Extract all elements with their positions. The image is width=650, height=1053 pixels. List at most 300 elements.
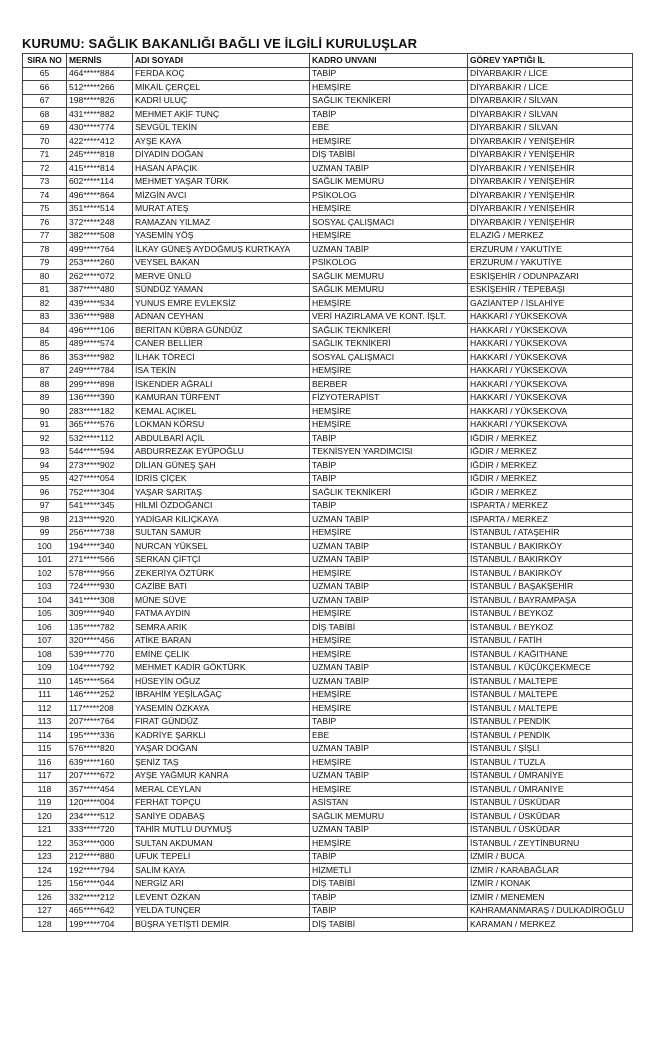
cell-gorev-yaptigi-il: HAKKARİ / YÜKSEKOVA [468,351,633,365]
cell-mernis: 512*****266 [67,81,133,95]
cell-kadro-unvani: HEMŞİRE [310,648,468,662]
cell-mernis: 156*****044 [67,877,133,891]
cell-adi-soyadi: KEMAL AÇIKEL [133,405,310,419]
cell-kadro-unvani: DİŞ TABİBİ [310,148,468,162]
cell-mernis: 353*****000 [67,837,133,851]
table-row [23,364,633,378]
table-row [23,526,633,540]
cell-gorev-yaptigi-il: İSTANBUL / ÜSKÜDAR [468,823,633,837]
cell-sira-no: 91 [23,418,67,432]
table-row [23,337,633,351]
cell-mernis: 365*****576 [67,418,133,432]
cell-kadro-unvani: UZMAN TABİP [310,742,468,756]
table-row [23,891,633,905]
cell-sira-no: 100 [23,540,67,554]
cell-gorev-yaptigi-il: İSTANBUL / MALTEPE [468,675,633,689]
cell-mernis: 332*****212 [67,891,133,905]
cell-adi-soyadi: ŞENİZ TAŞ [133,756,310,770]
cell-adi-soyadi: DİYADİN DOĞAN [133,148,310,162]
cell-kadro-unvani: UZMAN TABİP [310,769,468,783]
table-row [23,445,633,459]
table-row [23,391,633,405]
cell-kadro-unvani: TABİP [310,108,468,122]
cell-kadro-unvani: SAĞLIK TEKNİKERİ [310,94,468,108]
cell-adi-soyadi: SERKAN ÇİFTÇİ [133,553,310,567]
cell-adi-soyadi: MİZGİN AVCI [133,189,310,203]
cell-kadro-unvani: UZMAN TABİP [310,661,468,675]
cell-gorev-yaptigi-il: DİYARBAKIR / SİLVAN [468,121,633,135]
cell-kadro-unvani: TABİP [310,67,468,81]
cell-kadro-unvani: BERBER [310,378,468,392]
cell-gorev-yaptigi-il: DİYARBAKIR / YENİŞEHİR [468,216,633,230]
cell-adi-soyadi: FATMA AYDIN [133,607,310,621]
cell-kadro-unvani: TABİP [310,850,468,864]
cell-gorev-yaptigi-il: DİYARBAKIR / YENİŞEHİR [468,135,633,149]
cell-gorev-yaptigi-il: HAKKARİ / YÜKSEKOVA [468,364,633,378]
table-row [23,796,633,810]
cell-gorev-yaptigi-il: İSTANBUL / BAKIRKÖY [468,540,633,554]
cell-mernis: 320*****456 [67,634,133,648]
cell-kadro-unvani: HEMŞİRE [310,405,468,419]
cell-kadro-unvani: HEMŞİRE [310,702,468,716]
cell-gorev-yaptigi-il: İZMİR / KARABAĞLAR [468,864,633,878]
cell-kadro-unvani: SAĞLIK MEMURU [310,175,468,189]
cell-sira-no: 79 [23,256,67,270]
table-row [23,216,633,230]
cell-adi-soyadi: İLKAY GÜNEŞ AYDOĞMUŞ KURTKAYA [133,243,310,257]
header-sira-no: SIRA NO [23,54,67,68]
table-row [23,324,633,338]
cell-gorev-yaptigi-il: DİYARBAKIR / LİCE [468,67,633,81]
cell-mernis: 207*****764 [67,715,133,729]
cell-mernis: 256*****738 [67,526,133,540]
cell-adi-soyadi: İLHAK TÖRECİ [133,351,310,365]
cell-gorev-yaptigi-il: DİYARBAKIR / SİLVAN [468,94,633,108]
cell-mernis: 117*****208 [67,702,133,716]
cell-sira-no: 66 [23,81,67,95]
cell-adi-soyadi: SULTAN SAMUR [133,526,310,540]
cell-adi-soyadi: MEHMET AKİF TUNÇ [133,108,310,122]
cell-adi-soyadi: SULTAN AKDUMAN [133,837,310,851]
cell-gorev-yaptigi-il: İSTANBUL / FATİH [468,634,633,648]
cell-gorev-yaptigi-il: İSTANBUL / BAKIRKÖY [468,567,633,581]
cell-adi-soyadi: YADİGAR KILIÇKAYA [133,513,310,527]
cell-gorev-yaptigi-il: ISPARTA / MERKEZ [468,499,633,513]
cell-sira-no: 82 [23,297,67,311]
table-row [23,81,633,95]
cell-gorev-yaptigi-il: İSTANBUL / ŞİŞLİ [468,742,633,756]
cell-gorev-yaptigi-il: İSTANBUL / MALTEPE [468,702,633,716]
cell-sira-no: 70 [23,135,67,149]
table-row [23,351,633,365]
table-row [23,135,633,149]
cell-gorev-yaptigi-il: KARAMAN / MERKEZ [468,918,633,932]
cell-kadro-unvani: SAĞLIK MEMURU [310,270,468,284]
cell-gorev-yaptigi-il: HAKKARİ / YÜKSEKOVA [468,405,633,419]
cell-mernis: 299*****898 [67,378,133,392]
cell-mernis: 146*****252 [67,688,133,702]
table-row [23,540,633,554]
cell-gorev-yaptigi-il: IĞDIR / MERKEZ [468,459,633,473]
cell-sira-no: 87 [23,364,67,378]
cell-kadro-unvani: HEMŞİRE [310,81,468,95]
cell-gorev-yaptigi-il: GAZİANTEP / İSLAHİYE [468,297,633,311]
cell-mernis: 271*****566 [67,553,133,567]
cell-sira-no: 88 [23,378,67,392]
cell-sira-no: 83 [23,310,67,324]
cell-mernis: 194*****340 [67,540,133,554]
table-row [23,432,633,446]
cell-mernis: 439*****534 [67,297,133,311]
staff-table [22,53,633,932]
cell-gorev-yaptigi-il: IĞDIR / MERKEZ [468,432,633,446]
cell-mernis: 253*****260 [67,256,133,270]
cell-adi-soyadi: MERVE ÜNLÜ [133,270,310,284]
table-row [23,864,633,878]
cell-sira-no: 107 [23,634,67,648]
cell-gorev-yaptigi-il: İSTANBUL / KÜÇÜKÇEKMECE [468,661,633,675]
cell-mernis: 382*****508 [67,229,133,243]
cell-sira-no: 96 [23,486,67,500]
cell-adi-soyadi: MERAL CEYLAN [133,783,310,797]
cell-gorev-yaptigi-il: İSTANBUL / ÜMRANİYE [468,769,633,783]
table-row [23,918,633,932]
cell-sira-no: 76 [23,216,67,230]
cell-kadro-unvani: HEMŞİRE [310,526,468,540]
cell-kadro-unvani: DİŞ TABİBİ [310,918,468,932]
cell-gorev-yaptigi-il: İSTANBUL / BEYKOZ [468,621,633,635]
cell-adi-soyadi: MURAT ATEŞ [133,202,310,216]
cell-adi-soyadi: AYŞE YAĞMUR KANRA [133,769,310,783]
cell-adi-soyadi: ABDULBARİ AÇİL [133,432,310,446]
cell-adi-soyadi: KADRİYE ŞARKLI [133,729,310,743]
table-row [23,634,633,648]
table-row [23,108,633,122]
cell-kadro-unvani: TABİP [310,715,468,729]
cell-sira-no: 105 [23,607,67,621]
cell-sira-no: 111 [23,688,67,702]
cell-sira-no: 117 [23,769,67,783]
cell-kadro-unvani: ASİSTAN [310,796,468,810]
cell-mernis: 192*****794 [67,864,133,878]
cell-sira-no: 114 [23,729,67,743]
table-row [23,283,633,297]
cell-adi-soyadi: RAMAZAN YILMAZ [133,216,310,230]
table-row [23,675,633,689]
header-adi-soyadi: ADI SOYADI [133,54,310,68]
table-row [23,162,633,176]
cell-kadro-unvani: FİZYOTERAPİST [310,391,468,405]
page-title: KURUMU: SAĞLIK BAKANLIĞI BAĞLI VE İLGİLİ KURULUŞLAR [22,36,418,51]
cell-adi-soyadi: FIRAT GÜNDÜZ [133,715,310,729]
cell-mernis: 496*****106 [67,324,133,338]
table-row [23,877,633,891]
table-row [23,499,633,513]
cell-gorev-yaptigi-il: DİYARBAKIR / SİLVAN [468,108,633,122]
cell-kadro-unvani: HEMŞİRE [310,202,468,216]
cell-gorev-yaptigi-il: İSTANBUL / KAĞITHANE [468,648,633,662]
cell-sira-no: 124 [23,864,67,878]
cell-mernis: 357*****454 [67,783,133,797]
cell-adi-soyadi: MEHMET KADİR GÖKTÜRK [133,661,310,675]
cell-sira-no: 72 [23,162,67,176]
cell-sira-no: 65 [23,67,67,81]
table-row [23,378,633,392]
cell-kadro-unvani: UZMAN TABİP [310,580,468,594]
cell-kadro-unvani: PSİKOLOG [310,256,468,270]
cell-mernis: 309*****940 [67,607,133,621]
cell-kadro-unvani: SAĞLIK TEKNİKERİ [310,324,468,338]
cell-kadro-unvani: DİŞ TABİBİ [310,877,468,891]
table-row [23,459,633,473]
cell-adi-soyadi: FERDA KOÇ [133,67,310,81]
table-row [23,418,633,432]
cell-kadro-unvani: TABİP [310,904,468,918]
cell-gorev-yaptigi-il: İSTANBUL / TUZLA [468,756,633,770]
table-row [23,607,633,621]
cell-sira-no: 67 [23,94,67,108]
cell-sira-no: 73 [23,175,67,189]
cell-mernis: 387*****480 [67,283,133,297]
table-row [23,702,633,716]
cell-sira-no: 113 [23,715,67,729]
table-row [23,567,633,581]
cell-sira-no: 86 [23,351,67,365]
cell-adi-soyadi: MÜNE SÜVE [133,594,310,608]
cell-gorev-yaptigi-il: HAKKARİ / YÜKSEKOVA [468,378,633,392]
cell-adi-soyadi: NERGİZ ARI [133,877,310,891]
cell-adi-soyadi: İSA TEKİN [133,364,310,378]
cell-sira-no: 98 [23,513,67,527]
cell-sira-no: 104 [23,594,67,608]
table-row [23,202,633,216]
cell-gorev-yaptigi-il: İZMİR / MENEMEN [468,891,633,905]
cell-kadro-unvani: EBE [310,121,468,135]
cell-sira-no: 89 [23,391,67,405]
cell-kadro-unvani: TABİP [310,499,468,513]
cell-mernis: 353*****982 [67,351,133,365]
cell-sira-no: 123 [23,850,67,864]
table-row [23,621,633,635]
cell-kadro-unvani: VERİ HAZIRLAMA VE KONT. İŞLT. [310,310,468,324]
table-row [23,769,633,783]
cell-kadro-unvani: HEMŞİRE [310,297,468,311]
cell-gorev-yaptigi-il: İSTANBUL / BEYKOZ [468,607,633,621]
cell-mernis: 283*****182 [67,405,133,419]
cell-adi-soyadi: MİKAİL ÇERÇEL [133,81,310,95]
cell-gorev-yaptigi-il: IĞDIR / MERKEZ [468,445,633,459]
cell-sira-no: 102 [23,567,67,581]
cell-adi-soyadi: CANER BELLİER [133,337,310,351]
cell-sira-no: 120 [23,810,67,824]
cell-sira-no: 94 [23,459,67,473]
cell-sira-no: 112 [23,702,67,716]
cell-kadro-unvani: UZMAN TABİP [310,675,468,689]
cell-adi-soyadi: BÜŞRA YETİŞTİ DEMİR [133,918,310,932]
cell-sira-no: 81 [23,283,67,297]
cell-adi-soyadi: EMİNE ÇELİK [133,648,310,662]
table-row [23,648,633,662]
table-row [23,756,633,770]
cell-sira-no: 108 [23,648,67,662]
cell-kadro-unvani: UZMAN TABİP [310,162,468,176]
cell-adi-soyadi: LOKMAN KÖRSU [133,418,310,432]
cell-mernis: 430*****774 [67,121,133,135]
cell-mernis: 639*****160 [67,756,133,770]
cell-sira-no: 122 [23,837,67,851]
cell-mernis: 427*****054 [67,472,133,486]
cell-mernis: 104*****792 [67,661,133,675]
cell-mernis: 199*****704 [67,918,133,932]
cell-mernis: 333*****720 [67,823,133,837]
cell-kadro-unvani: HEMŞİRE [310,634,468,648]
cell-kadro-unvani: UZMAN TABİP [310,823,468,837]
cell-sira-no: 103 [23,580,67,594]
cell-adi-soyadi: YASEMİN YÖŞ [133,229,310,243]
cell-adi-soyadi: NURCAN YÜKSEL [133,540,310,554]
cell-adi-soyadi: DİLİAN GÜNEŞ ŞAH [133,459,310,473]
cell-sira-no: 106 [23,621,67,635]
table-row [23,486,633,500]
cell-gorev-yaptigi-il: İSTANBUL / BAŞAKŞEHİR [468,580,633,594]
cell-gorev-yaptigi-il: DİYARBAKIR / YENİŞEHİR [468,202,633,216]
cell-sira-no: 71 [23,148,67,162]
cell-gorev-yaptigi-il: İSTANBUL / BAKIRKÖY [468,553,633,567]
cell-gorev-yaptigi-il: ERZURUM / YAKUTİYE [468,256,633,270]
cell-gorev-yaptigi-il: KAHRAMANMARAŞ / DULKADİROĞLU [468,904,633,918]
table-row [23,810,633,824]
cell-sira-no: 118 [23,783,67,797]
cell-gorev-yaptigi-il: ELAZIĞ / MERKEZ [468,229,633,243]
cell-mernis: 336*****988 [67,310,133,324]
cell-gorev-yaptigi-il: DİYARBAKIR / YENİŞEHİR [468,175,633,189]
table-row [23,229,633,243]
cell-mernis: 145*****564 [67,675,133,689]
cell-gorev-yaptigi-il: İSTANBUL / ÜSKÜDAR [468,810,633,824]
table-row [23,243,633,257]
cell-mernis: 752*****304 [67,486,133,500]
header-gorev-yaptigi-il: GÖREV YAPTIĞI İL [468,54,633,68]
cell-gorev-yaptigi-il: ERZURUM / YAKUTİYE [468,243,633,257]
cell-adi-soyadi: SEVGÜL TEKİN [133,121,310,135]
cell-adi-soyadi: İDRİS ÇİÇEK [133,472,310,486]
cell-kadro-unvani: HEMŞİRE [310,783,468,797]
cell-adi-soyadi: İSKENDER AĞRALI [133,378,310,392]
cell-adi-soyadi: ZEKERİYA ÖZTÜRK [133,567,310,581]
table-row [23,297,633,311]
table-row [23,310,633,324]
cell-kadro-unvani: HEMŞİRE [310,229,468,243]
cell-mernis: 464*****884 [67,67,133,81]
cell-sira-no: 128 [23,918,67,932]
cell-adi-soyadi: TAHİR MUTLU DUYMUŞ [133,823,310,837]
cell-kadro-unvani: DİŞ TABİBİ [310,621,468,635]
table-row [23,580,633,594]
cell-sira-no: 75 [23,202,67,216]
cell-sira-no: 69 [23,121,67,135]
table-row [23,594,633,608]
cell-gorev-yaptigi-il: HAKKARİ / YÜKSEKOVA [468,418,633,432]
table-row [23,175,633,189]
table-header-row [23,54,633,68]
cell-sira-no: 99 [23,526,67,540]
cell-adi-soyadi: CAZİBE BATI [133,580,310,594]
cell-mernis: 415*****814 [67,162,133,176]
cell-mernis: 724*****930 [67,580,133,594]
cell-mernis: 372*****248 [67,216,133,230]
cell-adi-soyadi: FERHAT TOPÇU [133,796,310,810]
cell-sira-no: 125 [23,877,67,891]
table-row [23,67,633,81]
cell-gorev-yaptigi-il: İSTANBUL / PENDİK [468,729,633,743]
cell-gorev-yaptigi-il: İSTANBUL / BAYRAMPAŞA [468,594,633,608]
table-row [23,850,633,864]
cell-gorev-yaptigi-il: İSTANBUL / ÜMRANİYE [468,783,633,797]
header-kadro-unvani: KADRO UNVANI [310,54,468,68]
cell-kadro-unvani: HEMŞİRE [310,688,468,702]
cell-kadro-unvani: TABİP [310,432,468,446]
cell-adi-soyadi: SEMRA ARIK [133,621,310,635]
cell-gorev-yaptigi-il: DİYARBAKIR / YENİŞEHİR [468,189,633,203]
cell-gorev-yaptigi-il: İSTANBUL / ÜSKÜDAR [468,796,633,810]
cell-gorev-yaptigi-il: İSTANBUL / ZEYTİNBURNU [468,837,633,851]
cell-gorev-yaptigi-il: HAKKARİ / YÜKSEKOVA [468,324,633,338]
cell-mernis: 431*****882 [67,108,133,122]
cell-kadro-unvani: EBE [310,729,468,743]
cell-mernis: 489*****574 [67,337,133,351]
table-row [23,837,633,851]
cell-gorev-yaptigi-il: ESKİŞEHİR / TEPEBAŞI [468,283,633,297]
cell-mernis: 245*****818 [67,148,133,162]
table-row [23,783,633,797]
cell-adi-soyadi: KAMURAN TÜRFENT [133,391,310,405]
cell-gorev-yaptigi-il: ISPARTA / MERKEZ [468,513,633,527]
cell-kadro-unvani: TABİP [310,891,468,905]
cell-mernis: 541*****345 [67,499,133,513]
cell-mernis: 249*****784 [67,364,133,378]
cell-sira-no: 126 [23,891,67,905]
cell-adi-soyadi: YELDA TUNÇER [133,904,310,918]
cell-mernis: 234*****512 [67,810,133,824]
cell-mernis: 576*****820 [67,742,133,756]
table-row [23,256,633,270]
cell-adi-soyadi: UFUK TEPELİ [133,850,310,864]
cell-sira-no: 74 [23,189,67,203]
cell-adi-soyadi: YAŞAR DOĞAN [133,742,310,756]
table-row [23,472,633,486]
cell-sira-no: 109 [23,661,67,675]
table-row [23,513,633,527]
table-row [23,729,633,743]
cell-sira-no: 84 [23,324,67,338]
cell-gorev-yaptigi-il: İSTANBUL / PENDİK [468,715,633,729]
cell-mernis: 213*****920 [67,513,133,527]
cell-kadro-unvani: HEMŞİRE [310,837,468,851]
cell-mernis: 539*****770 [67,648,133,662]
cell-sira-no: 110 [23,675,67,689]
cell-sira-no: 119 [23,796,67,810]
cell-adi-soyadi: YAŞAR SARITAŞ [133,486,310,500]
cell-kadro-unvani: TABİP [310,459,468,473]
cell-gorev-yaptigi-il: HAKKARİ / YÜKSEKOVA [468,337,633,351]
cell-gorev-yaptigi-il: DİYARBAKIR / LİCE [468,81,633,95]
cell-gorev-yaptigi-il: IĞDIR / MERKEZ [468,472,633,486]
cell-gorev-yaptigi-il: İZMİR / BUCA [468,850,633,864]
cell-sira-no: 101 [23,553,67,567]
cell-adi-soyadi: BERİTAN KÜBRA GÜNDÜZ [133,324,310,338]
cell-kadro-unvani: HEMŞİRE [310,567,468,581]
cell-mernis: 135*****782 [67,621,133,635]
